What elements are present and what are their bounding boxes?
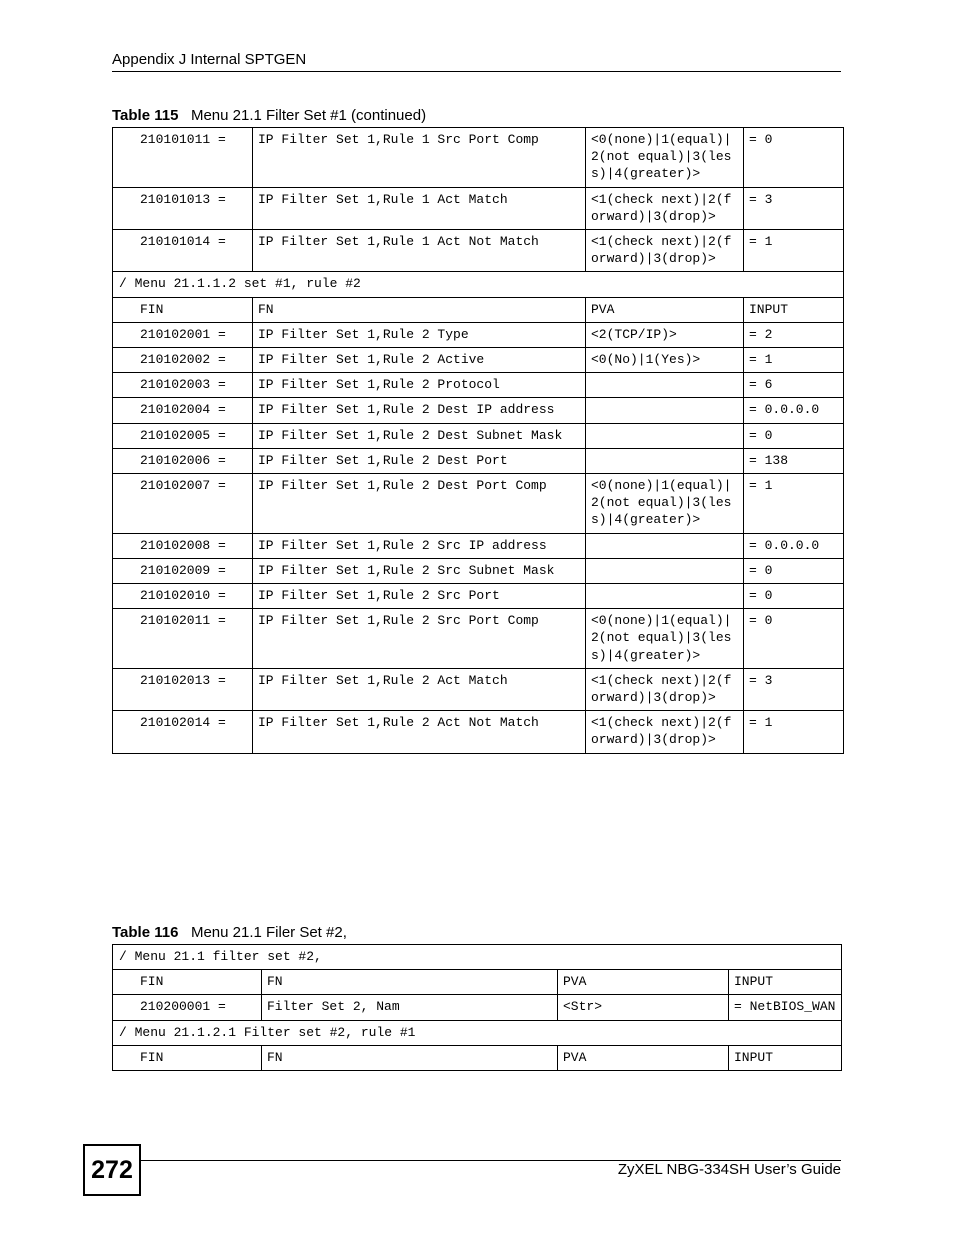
cell-pva: <2(TCP/IP)> — [586, 322, 744, 347]
cell-input: = NetBIOS_WAN — [729, 995, 842, 1020]
cell-pva: <0(none)|1(equal)|2(not equal)|3(less)|4(greater)> — [586, 474, 744, 534]
table-row — [113, 448, 844, 473]
cell-fin: 210101011 = — [113, 128, 253, 188]
cell-fin: 210102013 = — [113, 668, 253, 710]
section-row — [113, 945, 842, 970]
cell-input: INPUT — [729, 970, 842, 995]
cell-fin: 210102005 = — [113, 423, 253, 448]
cell-input: = 6 — [744, 373, 844, 398]
cell-pva — [586, 398, 744, 423]
table-row — [113, 558, 844, 583]
cell-fin: 210102002 = — [113, 348, 253, 373]
cell-pva — [586, 448, 744, 473]
cell-fn: IP Filter Set 1,Rule 2 Src Port — [253, 584, 586, 609]
section-title: / Menu 21.1.1.2 set #1, rule #2 — [113, 272, 844, 297]
cell-input: INPUT — [729, 1045, 842, 1070]
section-row — [113, 272, 844, 297]
cell-pva: PVA — [558, 970, 729, 995]
cell-fn: IP Filter Set 1,Rule 2 Type — [253, 322, 586, 347]
cell-fin: 210102006 = — [113, 448, 253, 473]
cell-fin: 210102007 = — [113, 474, 253, 534]
cell-fn: IP Filter Set 1,Rule 2 Dest Subnet Mask — [253, 423, 586, 448]
cell-fn: Filter Set 2, Nam — [262, 995, 558, 1020]
cell-fin: 210102004 = — [113, 398, 253, 423]
cell-fn: FN — [262, 1045, 558, 1070]
cell-fin: 210102003 = — [113, 373, 253, 398]
table-caption-label: Table 115 — [112, 107, 179, 124]
cell-fin: FIN — [113, 970, 262, 995]
cell-input: = 138 — [744, 448, 844, 473]
cell-pva: PVA — [586, 297, 744, 322]
cell-fn: IP Filter Set 1,Rule 2 Src Port Comp — [253, 609, 586, 669]
cell-fn: IP Filter Set 1,Rule 2 Dest IP address — [253, 398, 586, 423]
table-row — [113, 474, 844, 534]
cell-fn: IP Filter Set 1,Rule 2 Active — [253, 348, 586, 373]
cell-input: = 0.0.0.0 — [744, 398, 844, 423]
section-row — [113, 1020, 842, 1045]
table-116-caption — [112, 924, 347, 941]
table-caption-text: Menu 21.1 Filter Set #1 (continued) — [190, 107, 427, 124]
table-row — [113, 609, 844, 669]
table-row — [113, 187, 844, 229]
cell-pva: <1(check next)|2(forward)|3(drop)> — [586, 230, 744, 272]
cell-fn: IP Filter Set 1,Rule 2 Dest Port — [253, 448, 586, 473]
column-header-row — [113, 1045, 842, 1070]
cell-fn: IP Filter Set 1,Rule 2 Src IP address — [253, 533, 586, 558]
table-row — [113, 423, 844, 448]
table-row — [113, 533, 844, 558]
cell-input: = 3 — [744, 187, 844, 229]
table-115 — [112, 127, 844, 754]
table-row — [113, 668, 844, 710]
table-row — [113, 230, 844, 272]
cell-input: = 3 — [744, 668, 844, 710]
cell-fin: 210101013 = — [113, 187, 253, 229]
cell-fn: FN — [262, 970, 558, 995]
table-row — [113, 348, 844, 373]
table-caption-text: Menu 21.1 Filer Set #2, — [190, 924, 347, 941]
cell-pva — [586, 423, 744, 448]
cell-fin: 210102001 = — [113, 322, 253, 347]
cell-pva: <1(check next)|2(forward)|3(drop)> — [586, 711, 744, 753]
cell-input: = 0 — [744, 423, 844, 448]
cell-input: INPUT — [744, 297, 844, 322]
cell-pva — [586, 533, 744, 558]
cell-fin: 210102008 = — [113, 533, 253, 558]
cell-input: = 0 — [744, 558, 844, 583]
section-title: / Menu 21.1.2.1 Filter set #2, rule #1 — [113, 1020, 842, 1045]
cell-pva: <0(none)|1(equal)|2(not equal)|3(less)|4(greater)> — [586, 609, 744, 669]
cell-input: = 0 — [744, 609, 844, 669]
cell-fn: IP Filter Set 1,Rule 2 Act Match — [253, 668, 586, 710]
cell-fin: 210102014 = — [113, 711, 253, 753]
cell-fn: IP Filter Set 1,Rule 2 Protocol — [253, 373, 586, 398]
table-row — [113, 373, 844, 398]
cell-pva — [586, 373, 744, 398]
cell-pva — [586, 584, 744, 609]
running-header: Appendix J Internal SPTGEN — [112, 51, 307, 68]
cell-fin: 210102011 = — [113, 609, 253, 669]
cell-pva: <0(No)|1(Yes)> — [586, 348, 744, 373]
cell-input: = 0.0.0.0 — [744, 533, 844, 558]
cell-pva: <0(none)|1(equal)|2(not equal)|3(less)|4(greater)> — [586, 128, 744, 188]
cell-fn: FN — [253, 297, 586, 322]
column-header-row — [113, 297, 844, 322]
table-row — [113, 128, 844, 188]
table-116-body — [113, 945, 842, 1071]
cell-pva: <Str> — [558, 995, 729, 1020]
cell-fn: IP Filter Set 1,Rule 1 Act Not Match — [253, 230, 586, 272]
cell-fin: 210102009 = — [113, 558, 253, 583]
cell-fn: IP Filter Set 1,Rule 1 Act Match — [253, 187, 586, 229]
cell-pva — [586, 558, 744, 583]
table-115-caption — [112, 107, 426, 124]
cell-pva: PVA — [558, 1045, 729, 1070]
guide-title: ZyXEL NBG-334SH User’s Guide — [617, 1161, 841, 1178]
cell-input: = 1 — [744, 348, 844, 373]
table-row — [113, 322, 844, 347]
cell-fn: IP Filter Set 1,Rule 2 Src Subnet Mask — [253, 558, 586, 583]
cell-input: = 1 — [744, 230, 844, 272]
cell-fin: 210200001 = — [113, 995, 262, 1020]
cell-input: = 1 — [744, 711, 844, 753]
table-row — [113, 711, 844, 753]
cell-fn: IP Filter Set 1,Rule 2 Act Not Match — [253, 711, 586, 753]
table-115-body — [113, 128, 844, 754]
column-header-row — [113, 970, 842, 995]
cell-input: = 1 — [744, 474, 844, 534]
cell-fn: IP Filter Set 1,Rule 1 Src Port Comp — [253, 128, 586, 188]
cell-pva: <1(check next)|2(forward)|3(drop)> — [586, 668, 744, 710]
cell-fn: IP Filter Set 1,Rule 2 Dest Port Comp — [253, 474, 586, 534]
table-row — [113, 995, 842, 1020]
cell-pva: <1(check next)|2(forward)|3(drop)> — [586, 187, 744, 229]
cell-fin: FIN — [113, 1045, 262, 1070]
section-title: / Menu 21.1 filter set #2, — [113, 945, 842, 970]
header-rule — [112, 71, 841, 72]
table-116 — [112, 944, 842, 1071]
table-caption-label: Table 116 — [112, 924, 179, 941]
cell-input: = 0 — [744, 584, 844, 609]
table-row — [113, 398, 844, 423]
table-row — [113, 584, 844, 609]
cell-input: = 2 — [744, 322, 844, 347]
cell-fin: FIN — [113, 297, 253, 322]
cell-input: = 0 — [744, 128, 844, 188]
cell-fin: 210102010 = — [113, 584, 253, 609]
page-number: 272 — [83, 1144, 141, 1196]
cell-fin: 210101014 = — [113, 230, 253, 272]
